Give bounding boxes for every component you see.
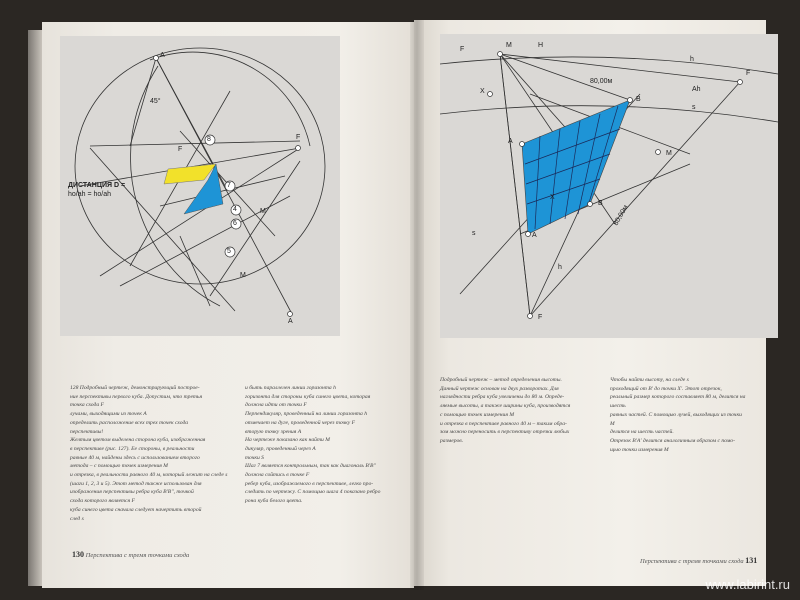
book-edge <box>28 30 42 586</box>
label-a-p2: A <box>160 52 165 59</box>
label-h-s2: h <box>558 264 562 271</box>
left-caption-column-1: 128 Подробный чертеж, демонстрирующий построе- ние перспективы первого куба. Допустим, что третья точка схода F лучами, выходящими из точек A определить расположение всех трех точек схода перспективы! Желтым цветом выделена сторона куба, изображенная в перспективе (рис. 127). Ее стороны, в реальности равные 40 м, найдены здесь с использованием второго метода – с помощью точек измерения M и отрезка, в реальности равного 40 м, который лежит на следе s (шаги 1, 2, 3 и 5). Этот метод также использован для изображения перспективы ребра куба B'B'', точкой схода которого является F куба синего цвета сначала следует начертить второй след s <box>70 385 228 522</box>
label-f-pl: F <box>460 46 465 53</box>
label-h-p: H <box>538 42 544 49</box>
label-angle-45: 45° <box>150 98 161 105</box>
label-s-p1: s <box>692 104 696 111</box>
left-footer-number: 130 <box>72 550 84 559</box>
label-b-2: B <box>598 200 603 207</box>
ray-7 <box>210 161 300 296</box>
label-dim-80-top: 80,00м <box>590 78 613 85</box>
watermark: www.labirint.ru <box>705 577 790 592</box>
left-caption-column-2: и быть параллелен линии горизонта h горизонта для стороны куба синего цвета, которая должна идти от точки F Перпендикуляр, проведенный на линии горизонта h отмечает на дуге, проведенной через точку F вторую точку зрения A На чертеже показано как найти M дикуляр, проведенный через A точки S Шаг 7 является контрольным, так как диагональ B'B'' должна сойтись в точке F ребер куба, изображаемого в перспективе, легко про- следить по чертежу. С помощью шага 4 показано ребро рона куба белого цвета. <box>245 385 381 505</box>
label-h-s1: h <box>690 56 694 63</box>
label-m-p2: M <box>666 150 672 157</box>
label-m-p2: M <box>260 208 266 215</box>
horizon-line <box>90 141 300 146</box>
left-figure-geometric-construction <box>60 36 340 336</box>
label-m-p1: M <box>506 42 512 49</box>
right-footer-text: Перспектива с тремя точками схода <box>640 558 744 565</box>
label-f-pr: F <box>746 70 751 77</box>
label-a-2: A <box>532 232 537 239</box>
label-x-1: X <box>480 88 485 95</box>
left-footer <box>72 550 189 559</box>
label-step-6: 6 <box>233 220 237 227</box>
right-footer-number: 131 <box>745 556 758 565</box>
book-spine <box>410 20 424 590</box>
label-ah: Ah <box>692 86 701 93</box>
label-step-4: 4 <box>233 206 237 213</box>
right-caption-column-2: Чтобы найти высоту, на следе s проходящий от B' до точки X'. Этот отрезок, реальный размер которого составляет 80 м, делится на шесть равных частей. С помощью лучей, выходящих из точки M делится на шесть частей. Отрезок B'A' делится аналогичным образом с помо- щью точки измерения M <box>610 377 746 453</box>
right-figure-height-method <box>440 34 778 338</box>
label-b-1: B <box>636 96 641 103</box>
right-caption-column-1: Подробный чертеж – метод определения высоты. Данный чертеж основан на двух разворотах. Для наглядности ребра куба увеличены до 80 м. Опреде- ляемые высоты, а также ширины куба, производятся с помощью точек измерения M и отрезка в перспективе равного 40 м – таким обра- зом можно переносить в перспективу отрезки любых размеров. <box>440 377 571 444</box>
label-f-pu: F <box>538 314 543 321</box>
distance-label: ДИСТАНЦИЯ D = <box>68 182 126 189</box>
ray-v2 <box>500 54 630 100</box>
distance-formula: ho/ah = ho/ah <box>68 191 112 198</box>
label-m-p1: M <box>240 272 246 279</box>
label-step-8: 8 <box>207 136 211 143</box>
label-step-5: 5 <box>227 248 231 255</box>
right-footer <box>640 556 757 565</box>
left-footer-text: Перспектива с тремя точками схода <box>85 552 190 559</box>
label-x-2: X <box>550 194 555 201</box>
label-a-1: A <box>508 138 513 145</box>
horizon-arc-top <box>440 57 778 74</box>
arc-1 <box>150 52 310 146</box>
label-s-p2: s <box>472 230 476 237</box>
label-dim-80-side: 80,00м <box>612 204 630 227</box>
label-f-pl: F <box>178 146 183 153</box>
label-f-pr: F <box>296 134 301 141</box>
label-step-7: 7 <box>227 182 231 189</box>
label-a-p1: A <box>288 318 293 325</box>
